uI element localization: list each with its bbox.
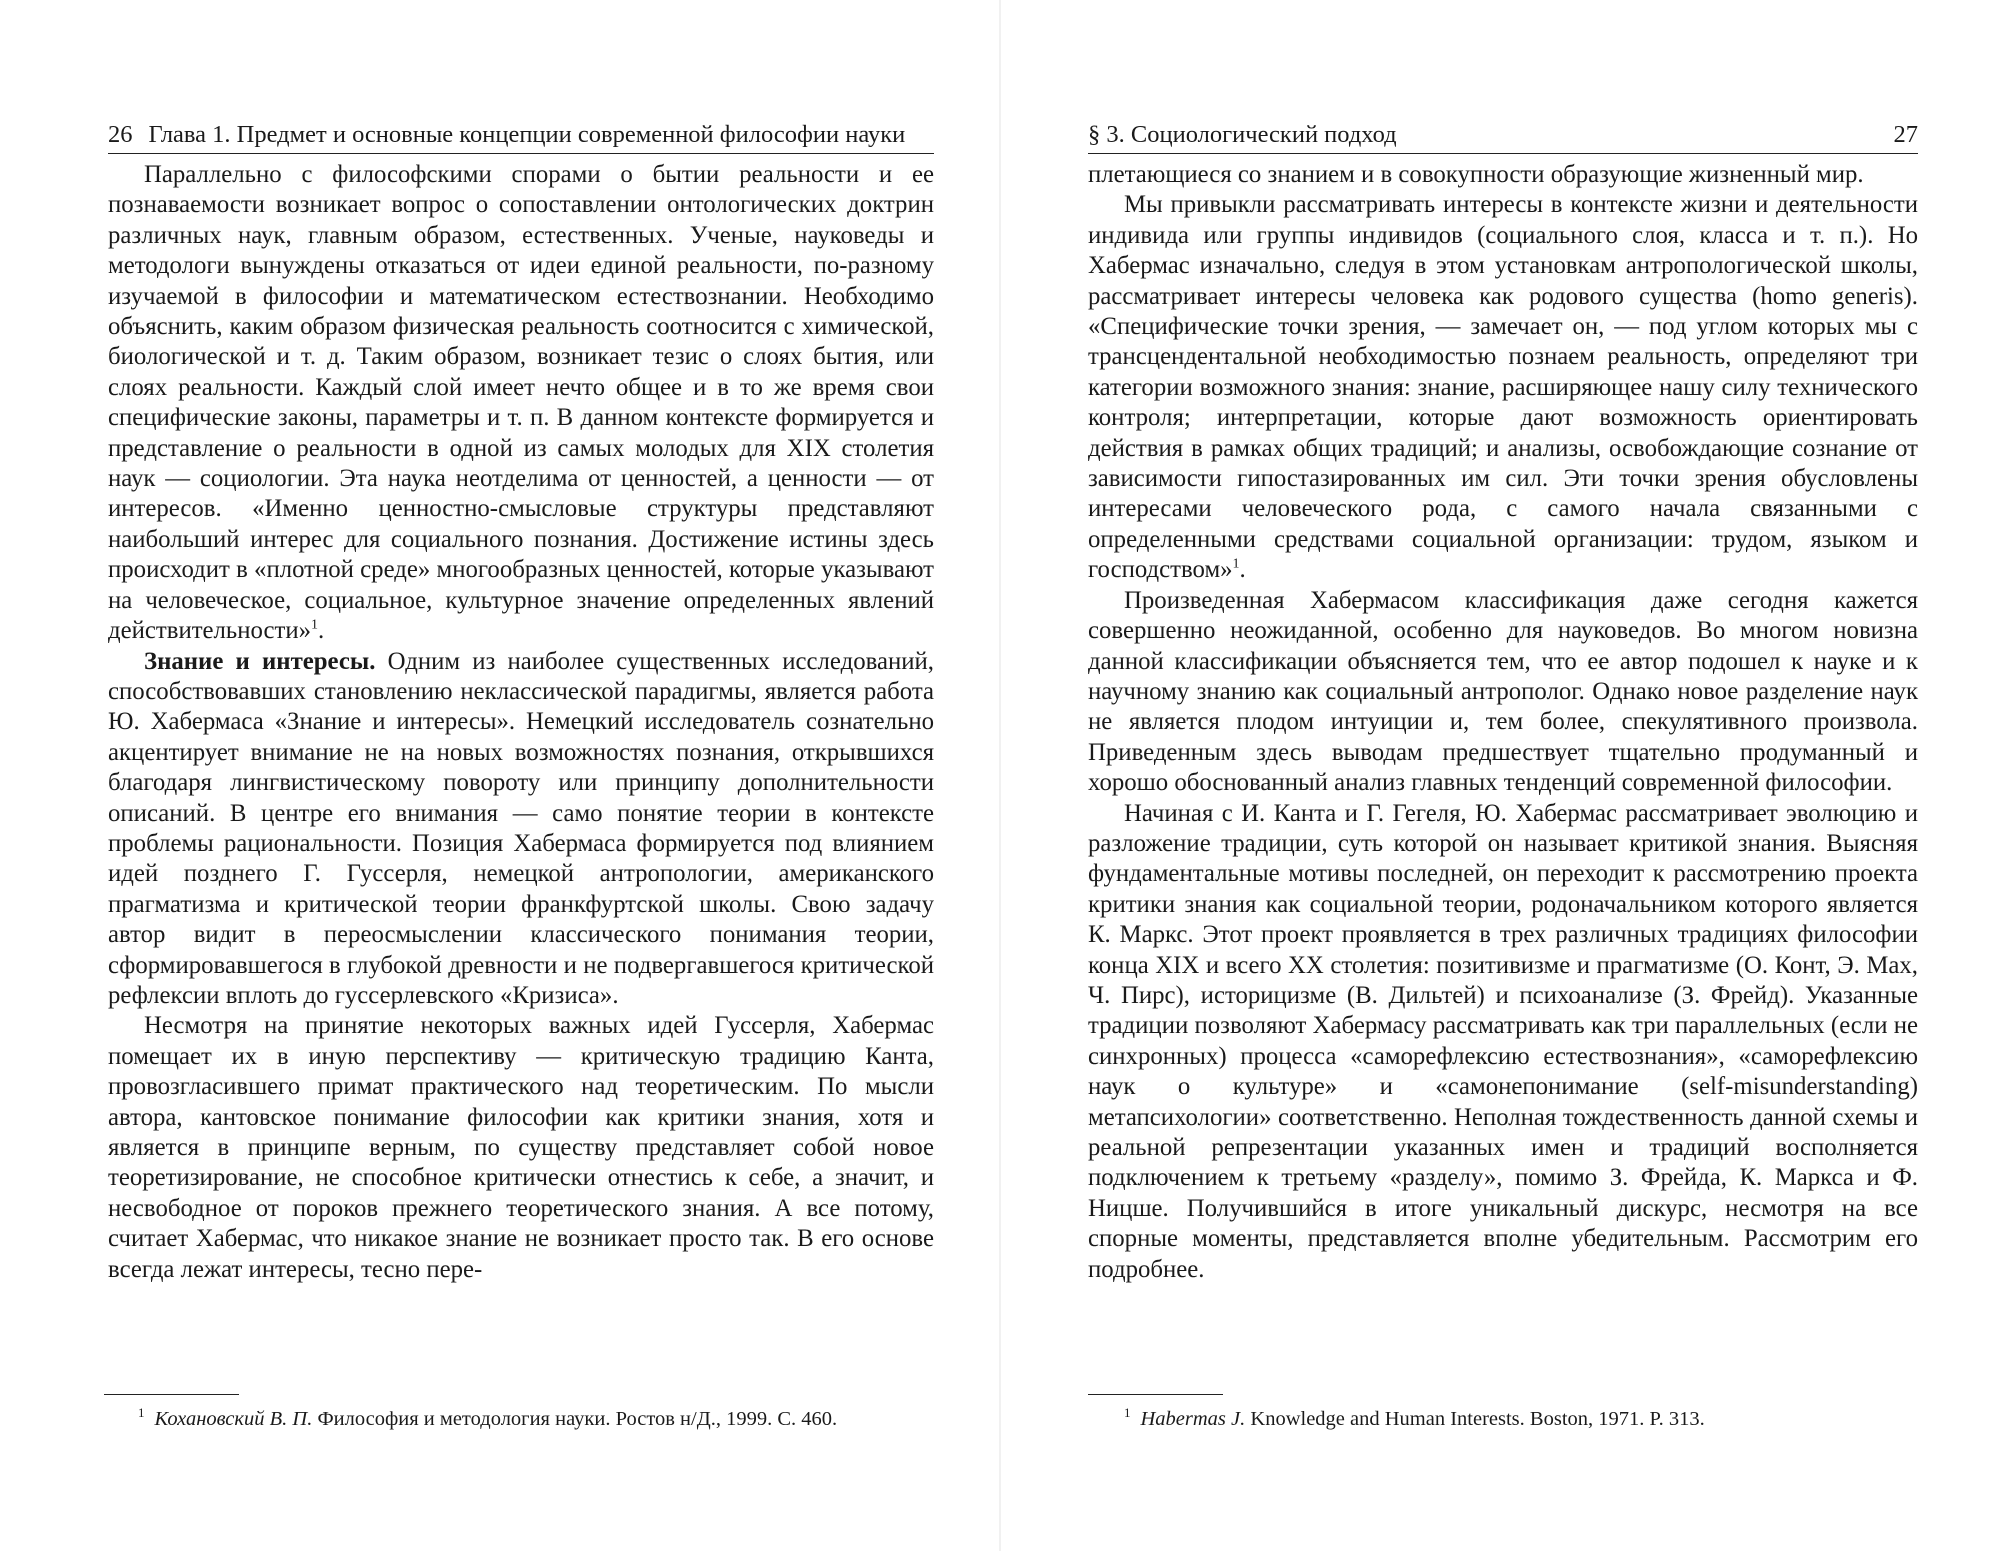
footnote [1124, 1405, 1705, 1433]
footnote-rule [1088, 1394, 1223, 1395]
running-title: Глава 1. Предмет и основные концепции современной философии науки [148, 121, 906, 148]
paragraph-text: Параллельно с философскими спорами о бытии реальности и ее познаваемости возникает вопрос о сопоставлении онтологических доктрин различных наук, главным образом, естественных. Ученые, науковеды и методологи вынуждены отказаться от идеи единой реальности, по-разному изучаемой в философии и математическом естествознании. Необходимо объяснить, каким образом физическая реальность соотносится с химической, биологической и т. д. Таким образом, возникает тезис о слоях бытия, или слоях реальности. Каждый слой имеет нечто общее и в то же время свои специфические законы, параметры и т. п. В данном контексте формируется и представление о реальности в одной из самых молодых для XIX столетия наук — социологии. Эта наука неотделима от ценностей, а ценности — от интересов. «Именно ценностно-смысловые структуры представляют наибольший интерес для социального познания. Достижение истины здесь происходит в «плотной среде» многообразных ценностей, которые указывают на человеческое, социальное, культурное значение определенных явлений действительности» [108, 161, 934, 645]
page-number: 26 [108, 121, 133, 148]
footnote-rule [104, 1394, 239, 1395]
page-number: 27 [1893, 121, 1918, 148]
footnote-ref: 1 [311, 617, 319, 633]
footnote [138, 1405, 837, 1433]
paragraph-text: плетающиеся со знанием и в совокупности образующие жизненный мир. [1088, 161, 1864, 188]
paragraph [108, 647, 934, 1012]
paragraph-text: Мы привыкли рассматривать интересы в контексте жизни и деятельности индивида или группы индивидов (социального слоя, класса и т. п.). Но Хабермас изначально, следуя в этом установкам антропологической школы, рассматривает интересы человека как родового существа (homo generis). «Специфические точки зрения, — замечает он, — под углом которых мы с трансцендентальной необходимостью познаем реальность, определяют три категории возможного знания: знание, расширяющее нашу силу технического контроля; интерпретации, которые дают возможность ориентировать действия в рамках общих традиций; и анализы, освобождающие сознание от зависимости гипостазированных им сил. Эти точки зрения обусловлены интересами человеческого рода, с самого начала связанными с определенными средствами социальной организации: трудом, языком и господством» [1088, 191, 1918, 584]
footnote-author: Кохановский В. П. [154, 1408, 313, 1430]
running-title: § 3. Социологический подход [1088, 121, 1397, 148]
paragraph: Мы привыкли рассматривать интересы в контексте жизни и деятельности индивида или группы индивидов (социального слоя, класса и т. п.). Но Хабермас изначально, следуя в этом установкам антропологической школы, рассматривает интересы человека как родового существа (homo generis). «Специфические точки зрения, — замечает он, — под углом которых мы с трансцендентальной необходимостью познаем реальность, определяют три категории возможного знания: знание, расширяющее нашу силу технического контроля; интерпретации, которые дают возможность ориентировать действия в рамках общих традиций; и анализы, освобождающие сознание от зависимости гипостазированных им сил. Эти точки зрения обусловлены интересами человеческого рода, с самого начала связанными с определенными средствами социальной организации: трудом, языком и господством»$^1$. [1088, 191, 1918, 584]
footnote-mark: 1 [1124, 1405, 1131, 1421]
paragraph [1088, 586, 1918, 799]
footnote-author: Habermas J. [1140, 1408, 1246, 1430]
body-text [108, 160, 934, 1285]
paragraph-text: Одним из наиболее существенных исследований, способствовавших становлению неклассической парадигмы, является работа Ю. Хабермаса «Знание и интересы». Немецкий исследователь сознательно акцентирует внимание не на новых возможностях познания, открывшихся благодаря лингвистическому повороту или принципу дополнительности описаний. В центре его внимания — само понятие теории в контексте проблемы рациональности. Позиция Хабермаса формируется под влиянием идей позднего Г. Гуссерля, немецкой антропологии, американского прагматизма и критической теории франкфуртской школы. Свою задачу автор видит в переосмыслении классического понимания теории, сформировавшегося в глубокой древности и не подвергавшегося критической рефлексии вплоть до гуссерлевского «Кризиса». [108, 647, 935, 1009]
paragraph [1088, 799, 1918, 1286]
paragraph-text: Несмотря на принятие некоторых важных идей Гуссерля, Хабермас помещает их в иную перспективу — критическую традицию Канта, провозгласившего примат практического над теоретическим. По мысли автора, кантовское понимание философии как критики знания, хотя и является в принципе верным, по существу представляет собой новое теоретизирование, не способное критически отнестись к себе, а значит, и несвободное от пороков прежнего теоретического знания. А все потому, считает Хабермас, что никакое знание не возникает просто так. В его основе всегда лежат интересы, тесно пере- [108, 1012, 934, 1283]
paragraph [1088, 160, 1918, 190]
footnote-text: Knowledge and Human Interests. Boston, 1971. P. 313. [1250, 1408, 1705, 1430]
running-header [108, 117, 934, 154]
section-lead: Знание и интересы. [144, 647, 376, 675]
right-page [1000, 0, 2000, 1551]
footnote-mark: 1 [138, 1405, 145, 1421]
paragraph: Параллельно с философскими спорами о бытии реальности и ее познаваемости возникает вопрос о сопоставлении онтологических доктрин различных наук, главным образом, естественных. Ученые, науковеды и методологи вынуждены отказаться от идеи единой реальности, по-разному изучаемой в философии и математическом естествознании. Необходимо объяснить, каким образом физическая реальность соотносится с химической, биологической и т. д. Таким образом, возникает тезис о слоях бытия, или слоях реальности. Каждый слой имеет нечто общее и в то же время свои специфические законы, параметры и т. п. В данном контексте формируется и представление о реальности в одной из самых молодых для XIX столетия наук — социологии. Эта наука неотделима от ценностей, а ценности — от интересов. «Именно ценностно-смысловые структуры представляют наибольший интерес для социального познания. Достижение истины здесь происходит в «плотной среде» многообразных ценностей, которые указывают на человеческое, социальное, культурное значение определенных явлений действительности»$^1$. [108, 161, 934, 645]
running-header [1088, 117, 1918, 154]
paragraph-text: Начиная с И. Канта и Г. Гегеля, Ю. Хабермас рассматривает эволюцию и разложение традиции, суть которой он называет критикой знания. Выясняя фундаментальные мотивы последней, он переходит к рассмотрению проекта критики знания как социальной теории, родоначальником которого является К. Маркс. Этот проект проявляется в трех различных традициях философии конца XIX и всего XX столетия: позитивизме и прагматизме (О. Конт, Э. Мах, Ч. Пирс), историцизме (В. Дильтей) и психоанализе (З. Фрейд). Указанные традиции позволяют Хабермасу рассматривать как три параллельных (если не синхронных) процесса «саморефлексию естествознания», «саморефлексию наук о культуре» и «самонепонимание (self-misunderstanding) метапсихологии» соответственно. Неполная тождественность данной схемы и реальной репрезентации указанных имен и традиций восполняется подключением к третьему «разделу», помимо З. Фрейда, К. Маркса и Ф. Ницше. Получившийся в итоге уникальный дискурс, несмотря на все спорные моменты, представляется вполне убедительным. Рассмотрим его подробнее. [1088, 799, 1918, 1283]
body-text [1088, 160, 1918, 1285]
footnote-ref: 1 [1232, 557, 1240, 573]
paragraph-text: Произведенная Хабермасом классификация даже сегодня кажется совершенно неожиданной, особенно для науковедов. Во многом новизна данной классификации объясняется тем, что ее автор подошел к науке и к научному знанию как социальный антрополог. Однако новое разделение наук не является плодом интуиции и, тем более, спекулятивного произвола. Приведенным здесь выводам предшествует тщательно продуманный и хорошо обоснованный анализ главных тенденций современной философии. [1088, 586, 1918, 797]
paragraph [108, 1011, 934, 1285]
footnote-text: Философия и методология науки. Ростов н/Д., 1999. С. 460. [317, 1408, 838, 1430]
